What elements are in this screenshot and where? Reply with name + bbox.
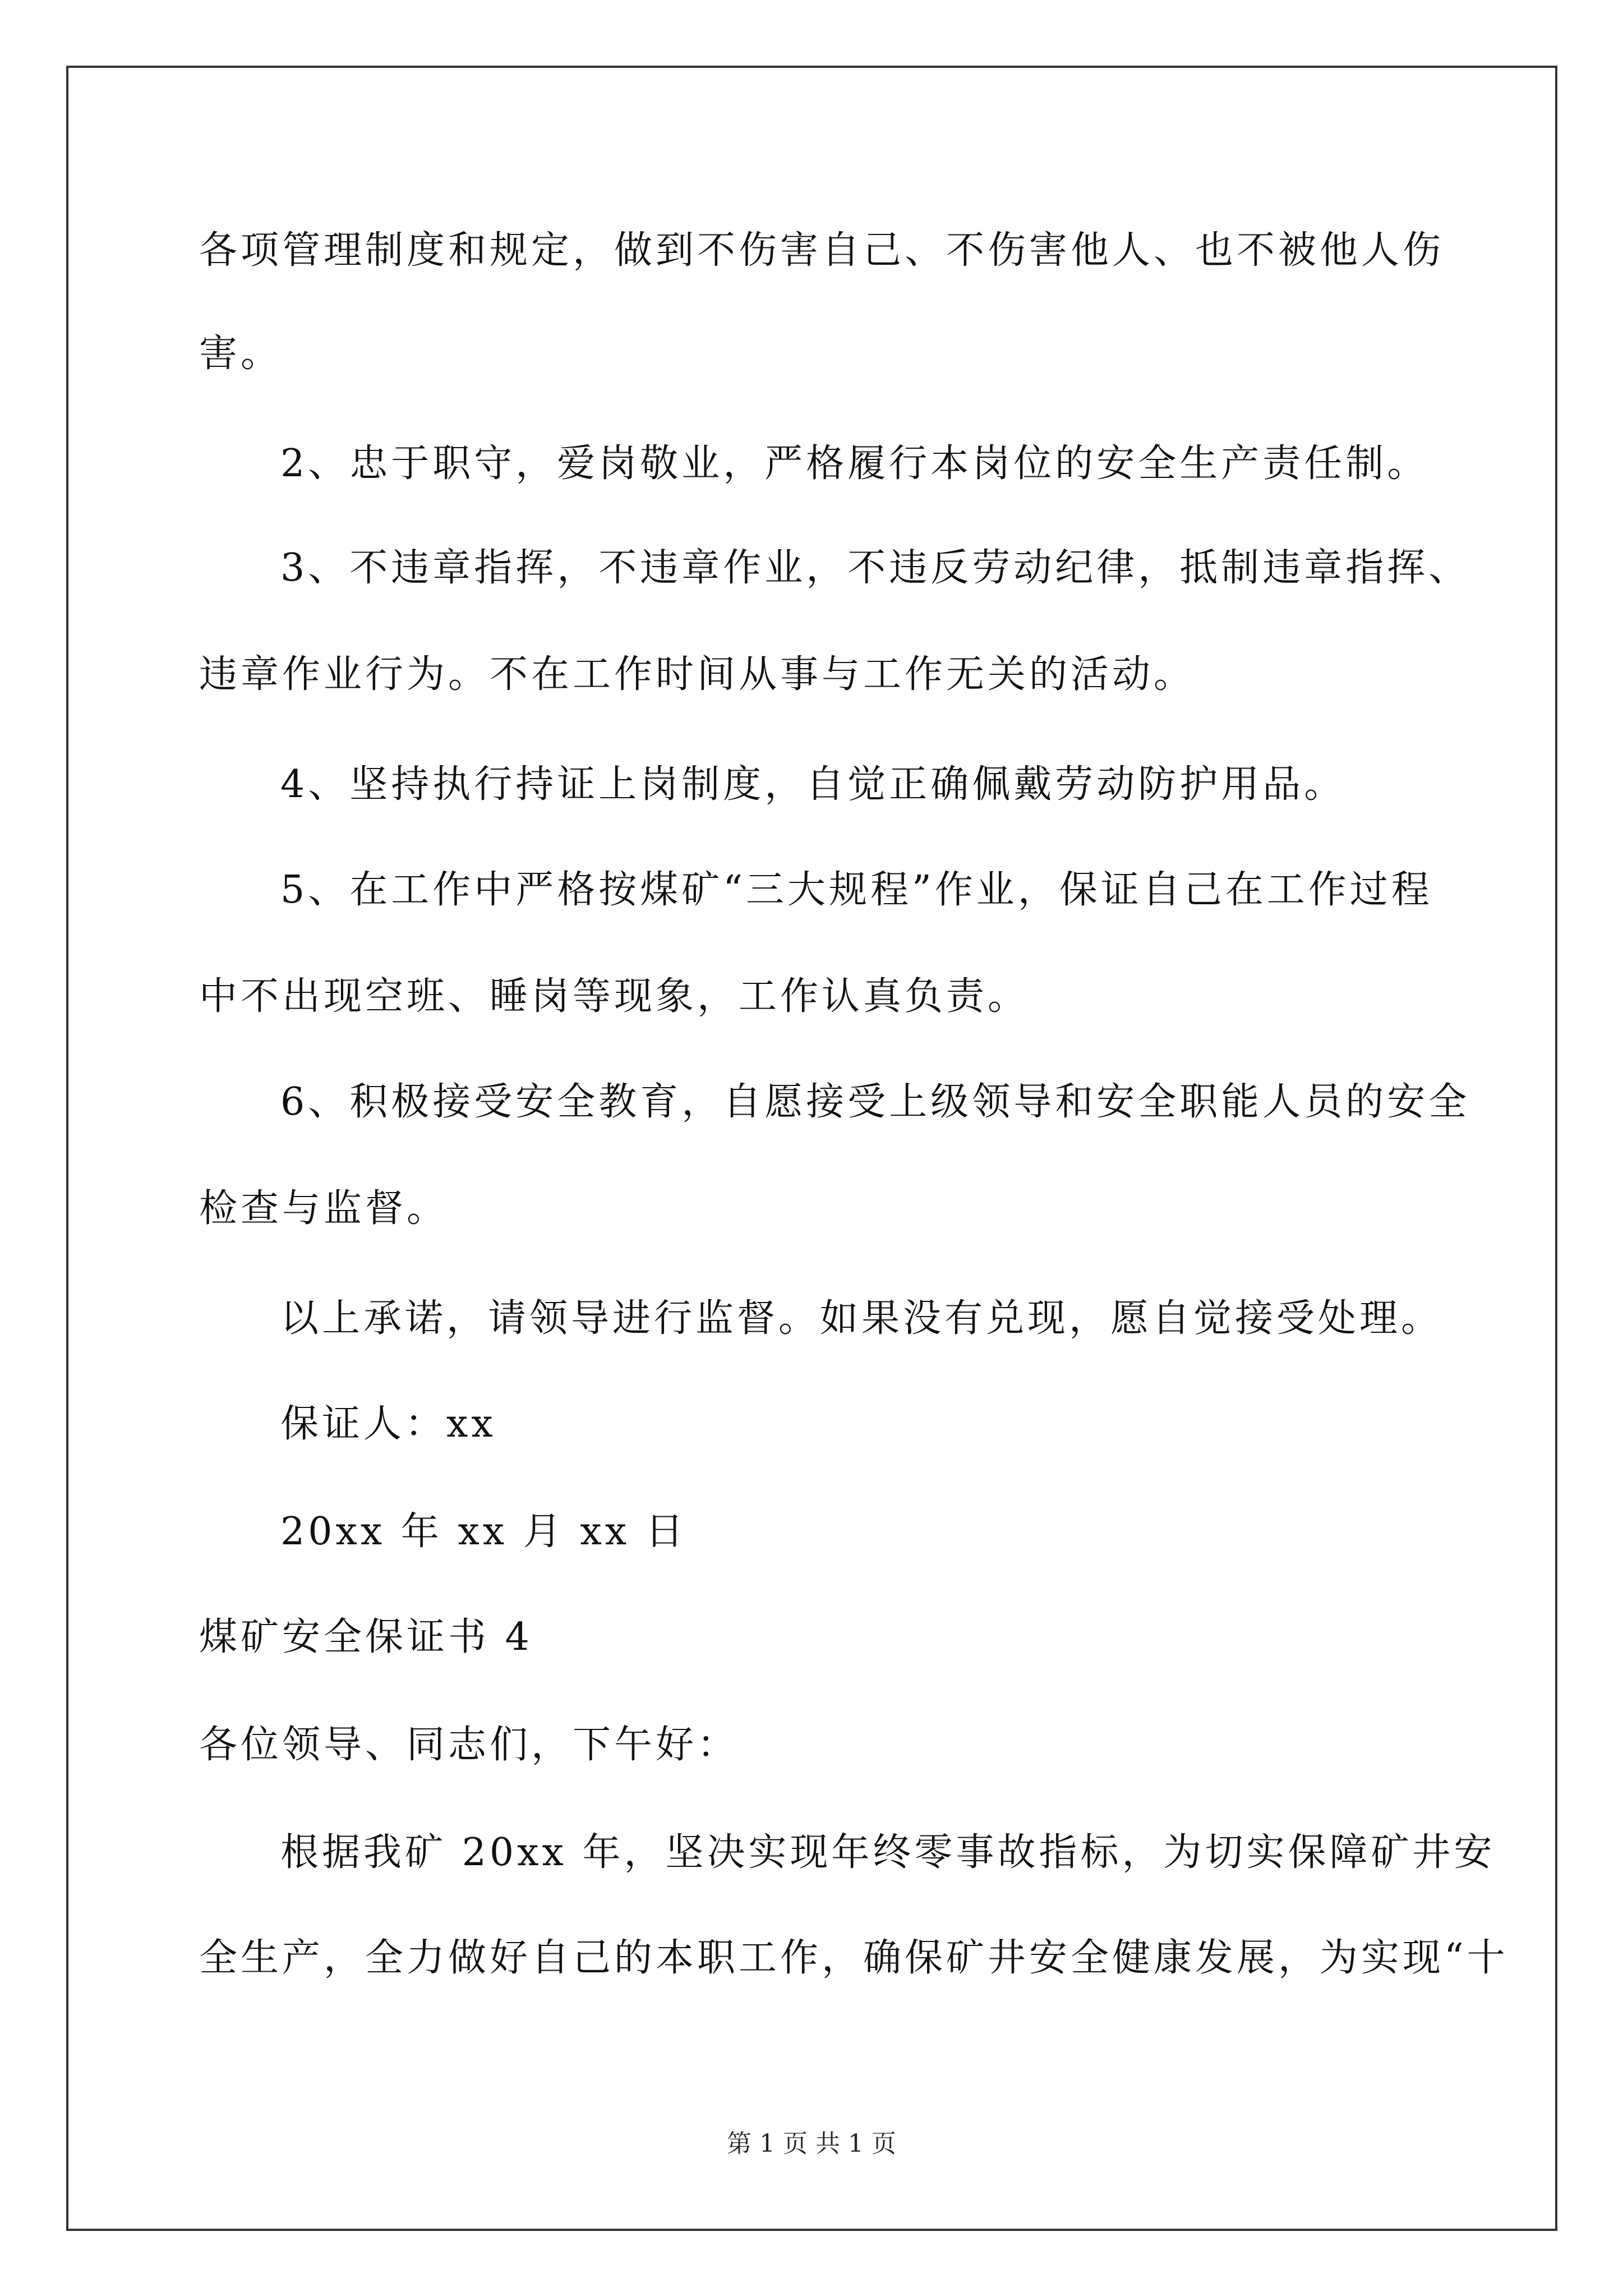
- body-line-7: 5、在工作中严格按煤矿“三大规程”作业，保证自己在工作过程: [280, 868, 1433, 912]
- body-line-6: 4、坚持执行持证上岗制度，自觉正确佩戴劳动防护用品。: [280, 762, 1346, 807]
- body-line-11: 以上承诺，请领导进行监督。如果没有兑现，愿自觉接受处理。: [280, 1296, 1443, 1341]
- page-footer: 第 1 页 共 1 页: [727, 2129, 896, 2158]
- body-line-2: 害。: [199, 332, 283, 376]
- body-line-5: 违章作业行为。不在工作时间从事与工作无关的活动。: [199, 652, 1196, 697]
- body-line-4: 3、不违章指挥，不违章作业，不违反劳动纪律，抵制违章指挥、: [280, 546, 1470, 590]
- page-border: [66, 66, 1557, 2231]
- body-line-16: 根据我矿 20xx 年，坚决实现年终零事故指标，为切实保障矿井安: [280, 1830, 1496, 1875]
- date-line: 20xx 年 xx 月 xx 日: [280, 1510, 687, 1554]
- body-line-17: 全生产，全力做好自己的本职工作，确保矿井安全健康发展，为实现“十: [199, 1936, 1509, 1980]
- section-title: 煤矿安全保证书 4: [199, 1615, 533, 1659]
- greeting-line: 各位领导、同志们，下午好：: [199, 1723, 739, 1767]
- body-line-9: 6、积极接受安全教育，自愿接受上级领导和安全职能人员的安全: [280, 1080, 1470, 1124]
- body-line-8: 中不出现空班、睡岗等现象，工作认真负责。: [199, 974, 1030, 1019]
- body-line-3: 2、忠于职守，爱岗敬业，严格履行本岗位的安全生产责任制。: [280, 441, 1429, 486]
- body-line-1: 各项管理制度和规定，做到不伤害自己、不伤害他人、也不被他人伤: [199, 228, 1445, 273]
- guarantor-line: 保证人：xx: [280, 1402, 496, 1446]
- body-line-10: 检查与监督。: [199, 1186, 449, 1231]
